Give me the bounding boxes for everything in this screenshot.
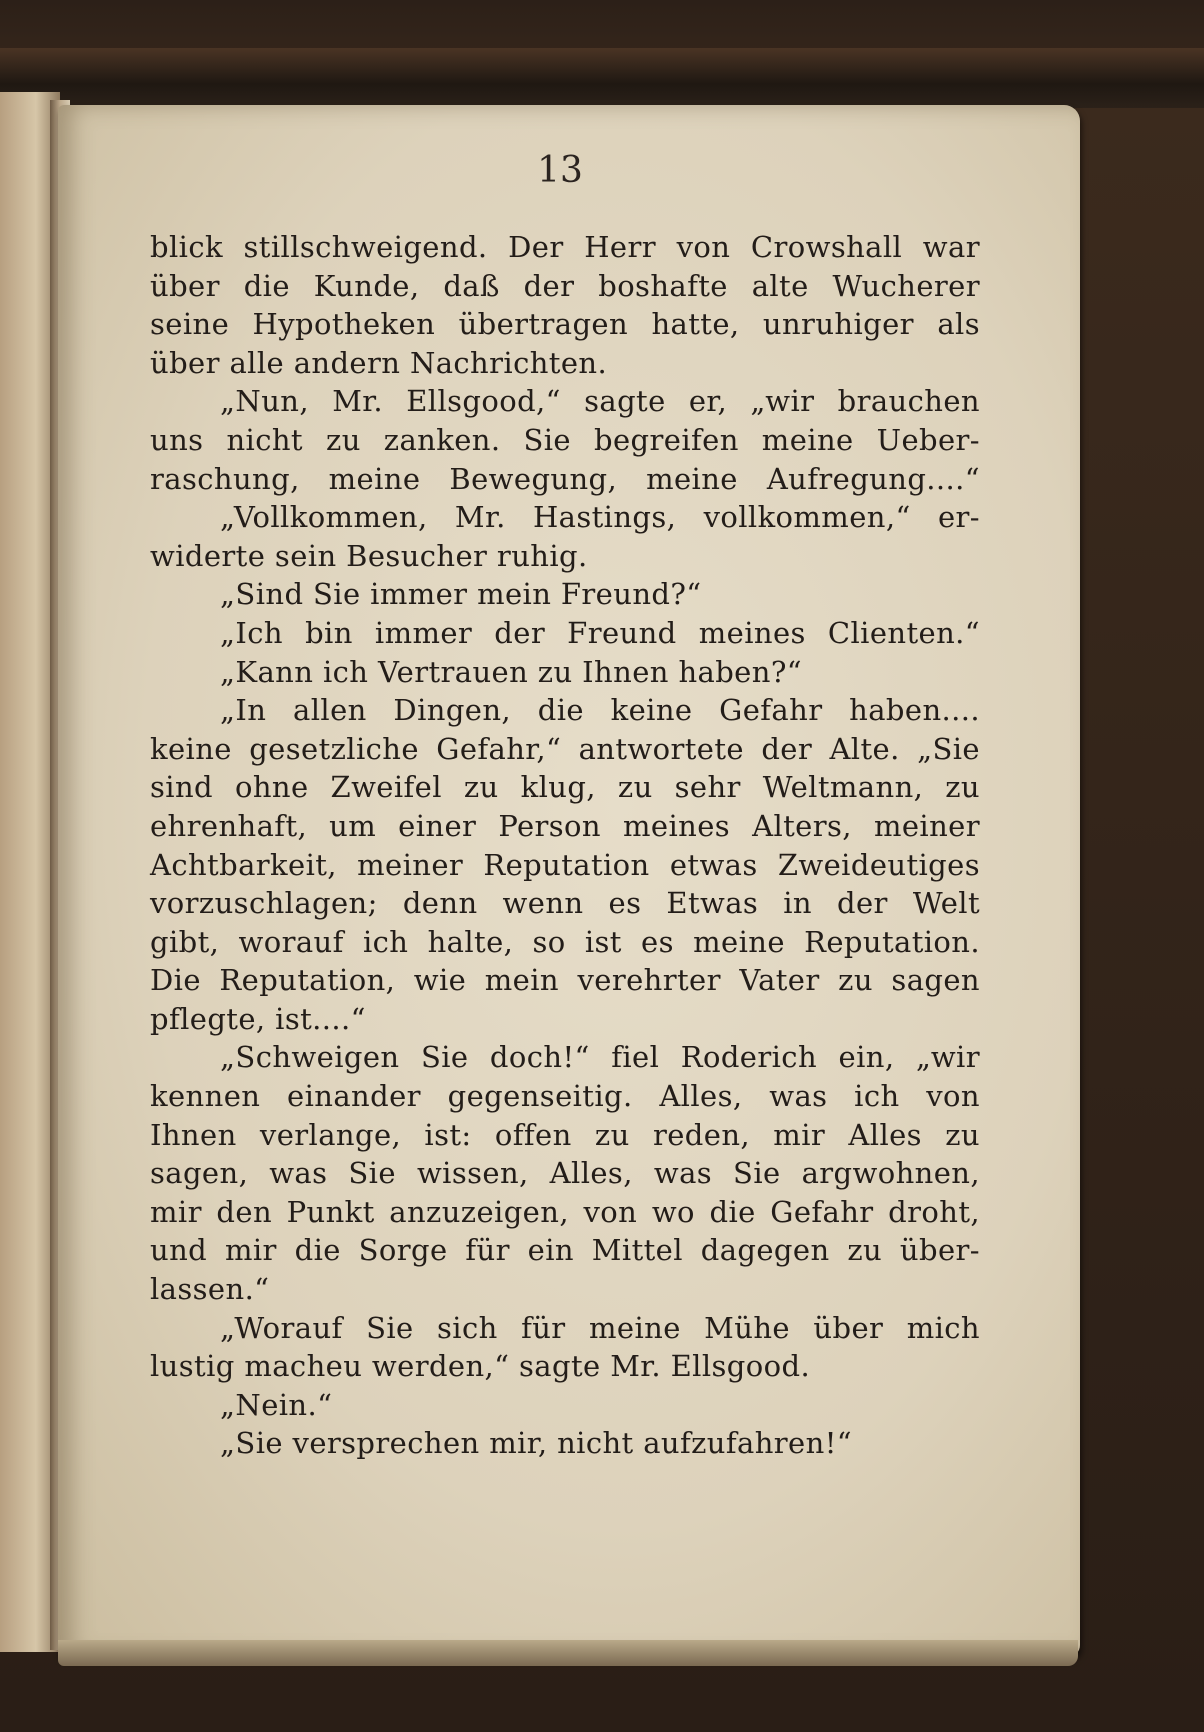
text-line: keine gesetzliche Gefahr,“ antwortete der Alte. „Sie — [150, 731, 980, 766]
text-line: lustig macheu werden,“ sagte Mr. Ellsgood. — [150, 1349, 811, 1384]
text-line: kennen einander gegenseitig. Alles, was ich von — [150, 1079, 980, 1114]
text-line: „Schweigen Sie doch!“ fiel Roderich ein, „wir — [220, 1040, 980, 1075]
text-line: ehrenhaft, um einer Person meines Alters, meiner — [150, 808, 980, 843]
text-line: widerte sein Besucher ruhig. — [150, 538, 588, 573]
page-text — [150, 228, 980, 1463]
text-line: „Vollkommen, Mr. Hastings, vollkommen,“ er- — [220, 500, 980, 535]
text-line: seine Hypotheken übertragen hatte, unruhiger als — [150, 307, 980, 342]
text-line: gibt, worauf ich halte, so ist es meine Reputation. — [150, 924, 980, 959]
text-line: Achtbarkeit, meiner Reputation etwas Zweideutiges — [150, 847, 980, 882]
text-line: „Nun, Mr. Ellsgood,“ sagte er, „wir brauchen — [220, 384, 980, 419]
text-line: Die Reputation, wie mein verehrter Vater zu sagen — [150, 963, 980, 998]
text-line: „Ich bin immer der Freund meines Clienten.“ — [220, 615, 980, 650]
text-line: über alle andern Nachrichten. — [150, 345, 608, 380]
page-stack-edge — [58, 1640, 1078, 1666]
text-line: blick stillschweigend. Der Herr von Crowshall war — [150, 230, 980, 264]
text-line: pflegte, ist....“ — [150, 1001, 366, 1036]
text-line: sagen, was Sie wissen, Alles, was Sie argwohnen, — [150, 1156, 980, 1191]
text-line: lassen.“ — [150, 1272, 270, 1307]
text-line: „Nein.“ — [220, 1387, 333, 1422]
book-cover-edge — [0, 48, 1204, 108]
text-line: „Kann ich Vertrauen zu Ihnen haben?“ — [220, 654, 802, 689]
text-line: Ihnen verlange, ist: offen zu reden, mir Alles zu — [150, 1117, 980, 1152]
text-line: über die Kunde, daß der boshafte alte Wucherer — [150, 268, 980, 303]
text-line: sind ohne Zweifel zu klug, zu sehr Weltmann, zu — [150, 770, 980, 805]
text-line: „Sie versprechen mir, nicht aufzufahren!“ — [220, 1426, 852, 1461]
text-line: mir den Punkt anzuzeigen, von wo die Gefahr droht, — [150, 1194, 980, 1229]
text-line: und mir die Sorge für ein Mittel dagegen zu über- — [150, 1233, 980, 1268]
text-line: uns nicht zu zanken. Sie begreifen meine Ueber- — [150, 422, 980, 457]
text-line: „Sind Sie immer mein Freund?“ — [220, 577, 702, 612]
text-line: „In allen Dingen, die keine Gefahr haben.... — [220, 693, 980, 728]
text-line: vorzuschlagen; denn wenn es Etwas in der Welt — [150, 886, 980, 921]
page-number: 13 — [537, 150, 583, 191]
text-line: raschung, meine Bewegung, meine Aufregung....“ — [150, 461, 980, 496]
text-line: „Worauf Sie sich für meine Mühe über mich — [220, 1310, 980, 1345]
